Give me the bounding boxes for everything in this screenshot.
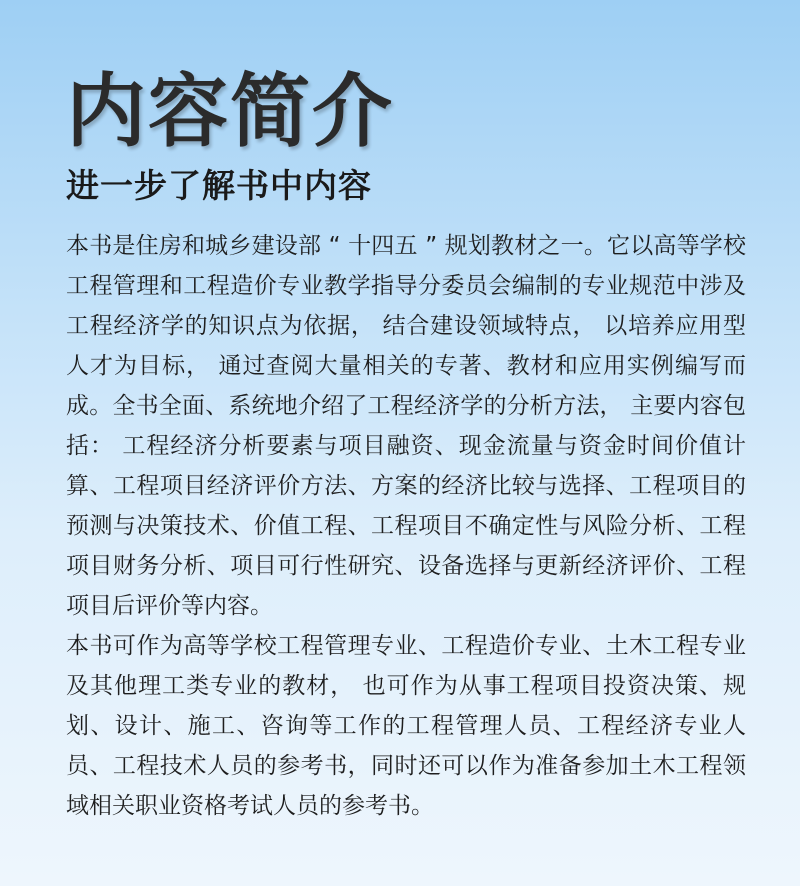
page-subtitle: 进一步了解书中内容 — [66, 166, 372, 205]
page-title: 内容简介 — [66, 65, 394, 158]
intro-paragraph-2: 本书可作为高等学校工程管理专业、工程造价专业、土木工程专业及其他理工类专业的教材， 也可作为从事工程项目投资决策、规划、设计、施工、咨询等工作的工程管理人员、工程经济专业人员、工程技术人员的参考书，同时还可以作为准备参加土木工程领域相关职业资格考试人员的参考书。 — [66, 633, 746, 819]
intro-paragraph-1: 本书是住房和城乡建设部 “ 十四五 ” 规划教材之一。它以高等学校工程管理和工程造价专业教学指导分委员会编制的专业规范中涉及工程经济学的知识点为依据， 结合建设领域特点， 以培养应用型人才为目标， 通过查阅大量相关的专著、教材和应用实例编写而成。全书全面、系统地介绍了工程经济学的分析方法， 主要内容包括： 工程经济分析要素与项目融资、现金流量与资金时间价值计算、工程项目经济评价方法、方案的经济比较与选择、工程项目的预测与决策技术、价值工程、工程项目不确定性与风险分析、工程项目财务分析、项目可行性研究、设备选择与更新经济评价、工程项目后评价等内容。 — [66, 233, 746, 619]
intro-body — [66, 226, 746, 826]
